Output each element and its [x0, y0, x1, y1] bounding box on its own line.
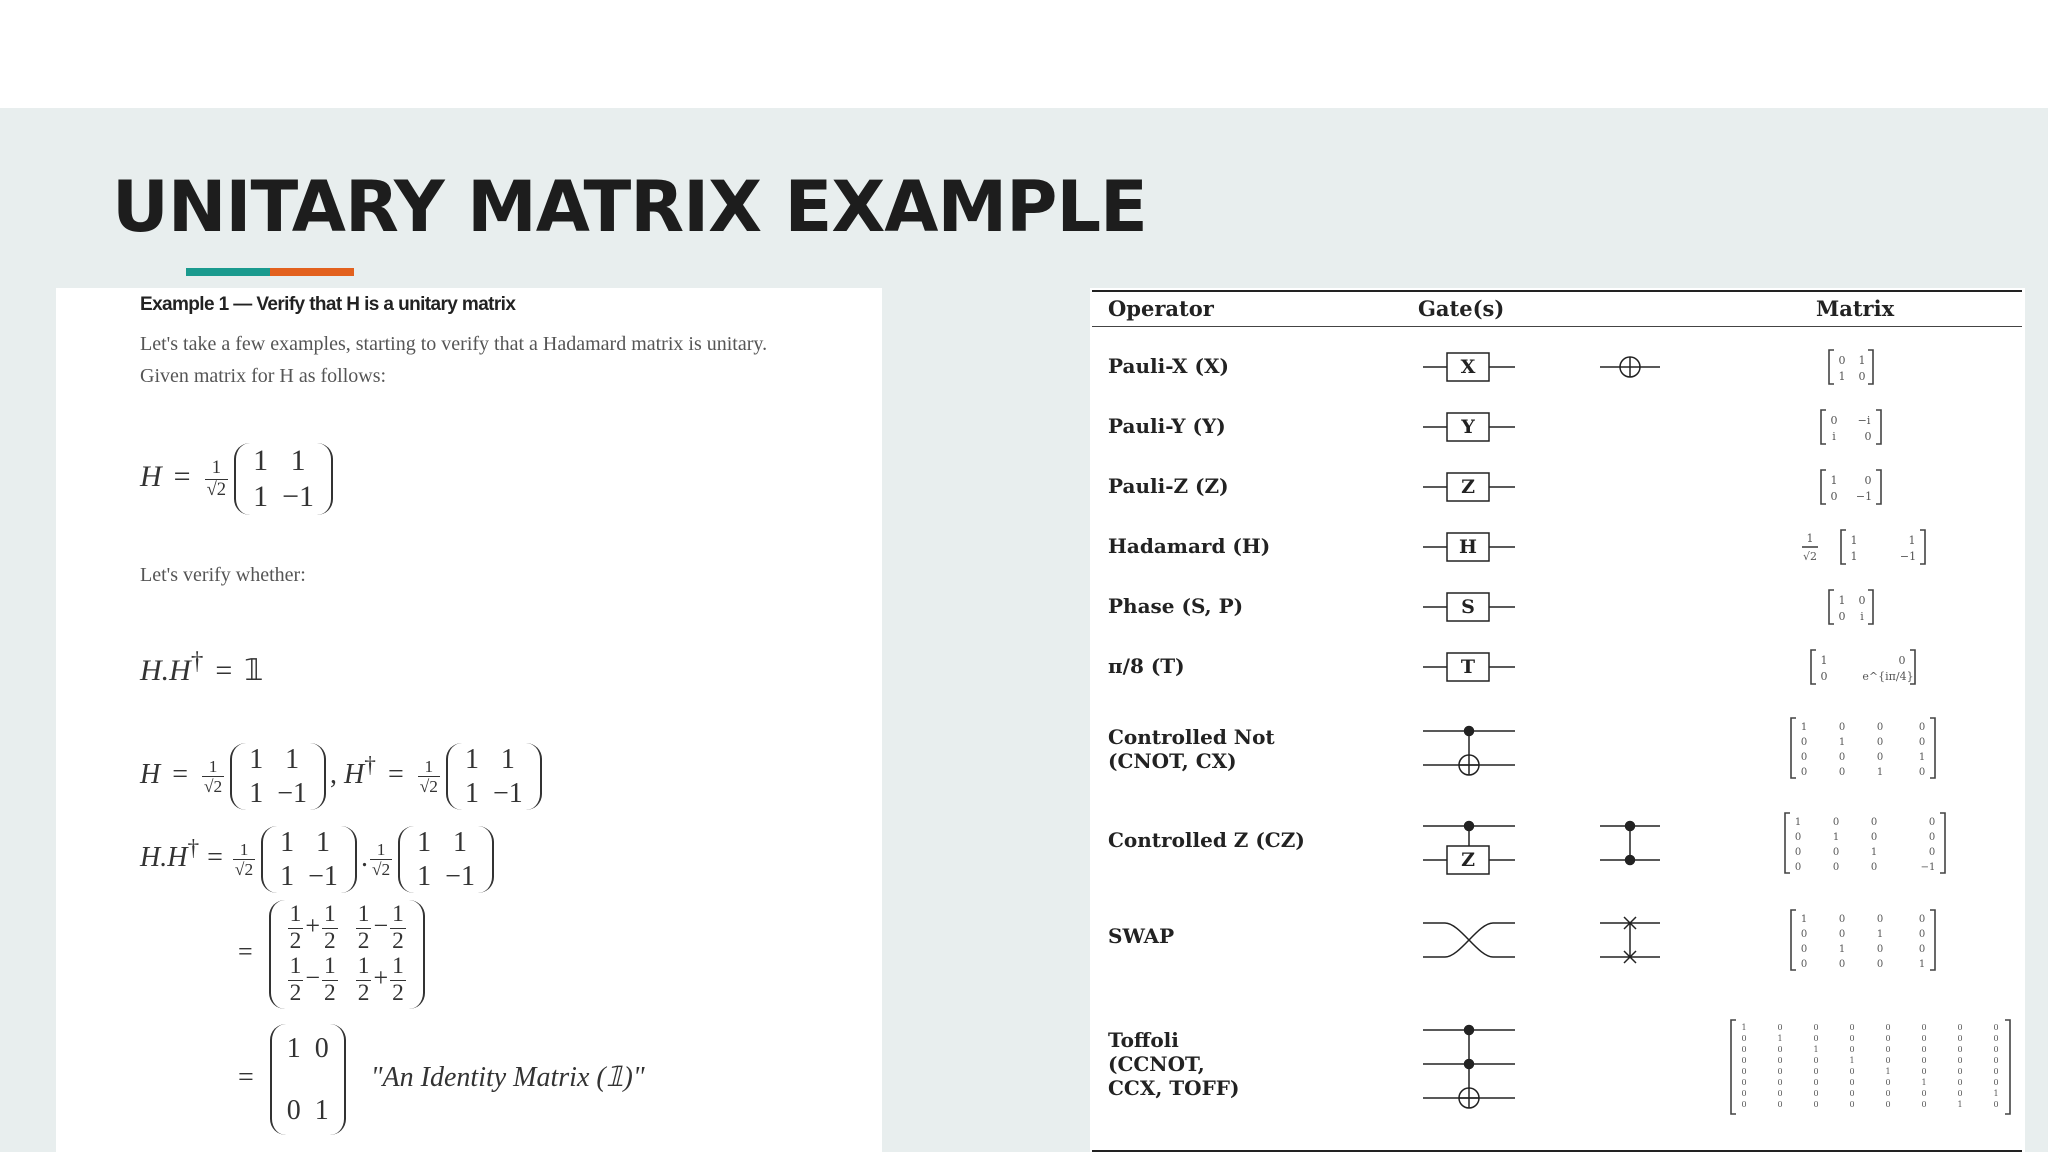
- matrix-s: [1829, 590, 1873, 624]
- svg-text:0: 0: [1928, 817, 1936, 828]
- svg-text:0: 0: [1832, 862, 1840, 873]
- svg-text:1: 1: [1777, 1034, 1783, 1043]
- svg-text:0: 0: [1838, 914, 1846, 925]
- operator-toffoli-line2: (CCNOT,: [1108, 1052, 1205, 1076]
- svg-text:0: 0: [1918, 944, 1926, 955]
- gate-label-s: S: [1461, 596, 1475, 618]
- svg-text:0: 0: [1957, 1034, 1963, 1043]
- identity-result: = 1 0 0 1 "An Identity Matrix (𝟙)": [226, 1024, 645, 1135]
- svg-text:0: 0: [1885, 1045, 1891, 1054]
- matrix-4x4-entries: [1795, 722, 1936, 970]
- svg-text:0: 0: [1741, 1089, 1747, 1098]
- svg-text:1: 1: [1820, 654, 1828, 667]
- gate-label-cz: Z: [1461, 849, 1475, 871]
- svg-text:0: 0: [1741, 1045, 1747, 1054]
- slide-title: UNITARY MATRIX EXAMPLE: [112, 166, 1147, 248]
- svg-text:0: 0: [1870, 862, 1878, 873]
- svg-text:0: 0: [1849, 1034, 1855, 1043]
- svg-text:0: 0: [1885, 1023, 1891, 1032]
- svg-text:0: 0: [1918, 929, 1926, 940]
- verify-text: Let's verify whether:: [140, 564, 306, 586]
- svg-text:−1: −1: [1855, 490, 1873, 503]
- matrix-toffoli: [1731, 1020, 2010, 1114]
- svg-text:0: 0: [1858, 594, 1866, 607]
- svg-text:0: 0: [1957, 1023, 1963, 1032]
- svg-text:0: 0: [1777, 1067, 1783, 1076]
- svg-text:0: 0: [1777, 1023, 1783, 1032]
- svg-text:0: 0: [1876, 914, 1884, 925]
- svg-text:0: 0: [1849, 1100, 1855, 1109]
- gate-label-z: Z: [1461, 476, 1475, 498]
- operator-toffoli-line1: Toffoli: [1108, 1028, 1179, 1052]
- example-intro: Let's take a few examples, starting to verify that a Hadamard matrix is unitary. Given matrix for H as follows:: [140, 333, 768, 387]
- svg-text:0: 0: [1741, 1056, 1747, 1065]
- svg-text:0: 0: [1849, 1078, 1855, 1087]
- svg-text:0: 0: [1921, 1089, 1927, 1098]
- svg-text:0: 0: [1813, 1034, 1819, 1043]
- operator-matrices: [1090, 288, 2025, 1152]
- operator-cnot-line2: (CNOT, CX): [1108, 749, 1237, 773]
- svg-text:0: 0: [1849, 1067, 1855, 1076]
- svg-text:0: 0: [1957, 1089, 1963, 1098]
- svg-text:1: 1: [1850, 534, 1858, 547]
- svg-text:−1: −1: [1920, 862, 1936, 873]
- svg-text:0: 0: [1777, 1089, 1783, 1098]
- svg-text:1: 1: [1838, 370, 1846, 383]
- svg-text:0: 0: [1918, 737, 1926, 748]
- svg-text:√2: √2: [1802, 550, 1818, 563]
- gate-label-y: Y: [1461, 416, 1475, 438]
- svg-text:1: 1: [1741, 1023, 1747, 1032]
- svg-text:0: 0: [1864, 474, 1872, 487]
- svg-text:0: 0: [1777, 1078, 1783, 1087]
- operator-t: π/8 (T): [1108, 654, 1185, 678]
- svg-text:1: 1: [1800, 722, 1808, 733]
- svg-text:0: 0: [1777, 1056, 1783, 1065]
- svg-text:i: i: [1832, 430, 1836, 443]
- svg-text:0: 0: [1885, 1100, 1891, 1109]
- svg-text:0: 0: [1885, 1034, 1891, 1043]
- hadamard-definition: H = $\frac{1}{√2}$ 1 1 1 −1: [140, 443, 337, 515]
- svg-text:1: 1: [1876, 767, 1884, 778]
- svg-text:0: 0: [1918, 722, 1926, 733]
- svg-text:0: 0: [1957, 1056, 1963, 1065]
- title-accent-teal: [186, 268, 270, 276]
- gate-table-panel: [1090, 288, 2025, 1152]
- svg-text:0: 0: [1928, 847, 1936, 858]
- svg-text:1: 1: [1832, 832, 1840, 843]
- svg-text:1: 1: [1918, 959, 1926, 970]
- svg-text:−i: −i: [1857, 414, 1871, 427]
- svg-text:0: 0: [1849, 1045, 1855, 1054]
- svg-text:0: 0: [1876, 737, 1884, 748]
- svg-text:0: 0: [1800, 737, 1808, 748]
- svg-text:0: 0: [1830, 490, 1838, 503]
- svg-text:1: 1: [1993, 1089, 1999, 1098]
- matrix-swap: [1791, 910, 1935, 970]
- svg-text:0: 0: [1800, 752, 1808, 763]
- svg-text:0: 0: [1957, 1067, 1963, 1076]
- header-matrix: Matrix: [1816, 296, 1895, 321]
- svg-text:0: 0: [1957, 1078, 1963, 1087]
- svg-text:0: 0: [1921, 1100, 1927, 1109]
- svg-text:0: 0: [1918, 914, 1926, 925]
- unitary-condition: H.H† = 𝟙: [140, 648, 264, 687]
- svg-text:0: 0: [1885, 1078, 1891, 1087]
- svg-text:0: 0: [1885, 1089, 1891, 1098]
- svg-text:0: 0: [1838, 929, 1846, 940]
- svg-text:0: 0: [1993, 1056, 1999, 1065]
- svg-text:0: 0: [1813, 1067, 1819, 1076]
- svg-text:0: 0: [1741, 1067, 1747, 1076]
- svg-text:0: 0: [1794, 862, 1802, 873]
- svg-text:0: 0: [1898, 654, 1906, 667]
- svg-text:i: i: [1860, 610, 1864, 623]
- svg-text:0: 0: [1838, 722, 1846, 733]
- svg-text:0: 0: [1921, 1023, 1927, 1032]
- svg-text:0: 0: [1957, 1045, 1963, 1054]
- svg-text:0: 0: [1794, 832, 1802, 843]
- svg-text:0: 0: [1849, 1089, 1855, 1098]
- svg-text:0: 0: [1832, 817, 1840, 828]
- svg-text:0: 0: [1849, 1023, 1855, 1032]
- example-panel: [56, 288, 882, 1152]
- svg-text:0: 0: [1794, 847, 1802, 858]
- svg-text:0: 0: [1813, 1078, 1819, 1087]
- h-and-h-dagger: H = $\frac{1}{√2}$ 1 1 1 −1 , H† = $\frac{1}{√2}$ 1 1 1 −1: [140, 743, 546, 810]
- svg-text:0: 0: [1777, 1045, 1783, 1054]
- matrix-toffoli-entries: [1741, 1023, 1998, 1109]
- svg-text:0: 0: [1838, 354, 1846, 367]
- svg-text:0: 0: [1870, 832, 1878, 843]
- svg-text:0: 0: [1928, 832, 1936, 843]
- operator-hadamard: Hadamard (H): [1108, 534, 1271, 558]
- svg-text:0: 0: [1993, 1067, 1999, 1076]
- product-expansion: H.H† = $\frac{1}{√2}$ 1 1 1 −1 . $\frac{1}{√2}$ 1 1 1 −1: [140, 826, 498, 893]
- svg-text:0: 0: [1858, 370, 1866, 383]
- svg-text:0: 0: [1864, 430, 1872, 443]
- svg-text:0: 0: [1830, 414, 1838, 427]
- example-heading: Example 1 — Verify that H is a unitary matrix: [140, 294, 516, 315]
- svg-text:0: 0: [1921, 1056, 1927, 1065]
- svg-text:1: 1: [1850, 550, 1858, 563]
- svg-text:1: 1: [1813, 1045, 1819, 1054]
- svg-text:0: 0: [1741, 1078, 1747, 1087]
- svg-text:0: 0: [1838, 767, 1846, 778]
- svg-text:0: 0: [1813, 1100, 1819, 1109]
- header-gates: Gate(s): [1418, 296, 1505, 321]
- header-operator: Operator: [1108, 296, 1214, 321]
- svg-text:1: 1: [1830, 474, 1838, 487]
- svg-text:0: 0: [1820, 670, 1828, 683]
- svg-text:0: 0: [1777, 1100, 1783, 1109]
- operator-pauli-y: Pauli-Y (Y): [1108, 414, 1226, 438]
- svg-text:1: 1: [1794, 817, 1802, 828]
- gate-label-x: X: [1460, 356, 1476, 378]
- identity-note: "An Identity Matrix (𝟙)": [370, 1062, 645, 1094]
- svg-text:0: 0: [1741, 1034, 1747, 1043]
- operator-swap: SWAP: [1108, 924, 1175, 948]
- svg-text:0: 0: [1813, 1089, 1819, 1098]
- svg-text:0: 0: [1876, 944, 1884, 955]
- svg-text:0: 0: [1741, 1100, 1747, 1109]
- svg-text:0: 0: [1993, 1100, 1999, 1109]
- svg-text:0: 0: [1800, 767, 1808, 778]
- svg-text:1: 1: [1838, 944, 1846, 955]
- svg-text:0: 0: [1921, 1045, 1927, 1054]
- operator-phase: Phase (S, P): [1108, 594, 1244, 618]
- svg-text:1: 1: [1858, 354, 1866, 367]
- svg-text:0: 0: [1993, 1045, 1999, 1054]
- svg-text:0: 0: [1800, 959, 1808, 970]
- svg-text:0: 0: [1993, 1023, 1999, 1032]
- operator-toffoli-line3: CCX, TOFF): [1108, 1076, 1240, 1100]
- gate-label-t: T: [1460, 656, 1476, 678]
- gate-label-h: H: [1459, 536, 1477, 558]
- svg-text:0: 0: [1800, 929, 1808, 940]
- svg-text:1: 1: [1800, 914, 1808, 925]
- svg-text:−1: −1: [1899, 550, 1917, 563]
- svg-text:1: 1: [1806, 532, 1814, 545]
- matrix-cnot: [1791, 718, 1935, 778]
- operator-cnot-line1: Controlled Not: [1108, 725, 1275, 749]
- svg-text:1: 1: [1870, 847, 1878, 858]
- svg-text:0: 0: [1838, 959, 1846, 970]
- operator-cz: Controlled Z (CZ): [1108, 828, 1305, 852]
- svg-text:0: 0: [1870, 817, 1878, 828]
- svg-text:0: 0: [1918, 767, 1926, 778]
- svg-text:0: 0: [1832, 847, 1840, 858]
- product-fractions: = $\frac{1}{2}$ + $\frac{1}{2}$ $\frac{1}{2}$ − $\frac{1}{2}$ $\frac{1}{2}$ − $\frac{1}{2}$ $\frac{1}{2}$ + $\frac{1}{2}$: [226, 900, 429, 1009]
- operator-pauli-z: Pauli-Z (Z): [1108, 474, 1229, 498]
- svg-text:1: 1: [1885, 1067, 1891, 1076]
- matrix-x: [1829, 350, 1873, 384]
- svg-text:1: 1: [1876, 929, 1884, 940]
- svg-text:0: 0: [1800, 944, 1808, 955]
- svg-text:0: 0: [1813, 1023, 1819, 1032]
- svg-text:0: 0: [1993, 1034, 1999, 1043]
- svg-text:0: 0: [1921, 1034, 1927, 1043]
- svg-text:0: 0: [1838, 752, 1846, 763]
- svg-text:0: 0: [1876, 959, 1884, 970]
- svg-text:0: 0: [1838, 610, 1846, 623]
- svg-text:1: 1: [1838, 737, 1846, 748]
- svg-text:e^{iπ/4}: e^{iπ/4}: [1862, 670, 1914, 683]
- svg-text:0: 0: [1813, 1056, 1819, 1065]
- svg-text:1: 1: [1849, 1056, 1855, 1065]
- svg-text:0: 0: [1885, 1056, 1891, 1065]
- svg-text:1: 1: [1921, 1078, 1927, 1087]
- svg-text:0: 0: [1876, 722, 1884, 733]
- svg-text:1: 1: [1957, 1100, 1963, 1109]
- svg-text:0: 0: [1921, 1067, 1927, 1076]
- title-accent-orange: [270, 268, 354, 276]
- svg-text:0: 0: [1993, 1078, 1999, 1087]
- svg-text:1: 1: [1918, 752, 1926, 763]
- top-band: [0, 0, 2048, 108]
- operator-pauli-x: Pauli-X (X): [1108, 354, 1229, 378]
- svg-text:1: 1: [1908, 534, 1916, 547]
- svg-text:1: 1: [1838, 594, 1846, 607]
- svg-text:0: 0: [1876, 752, 1884, 763]
